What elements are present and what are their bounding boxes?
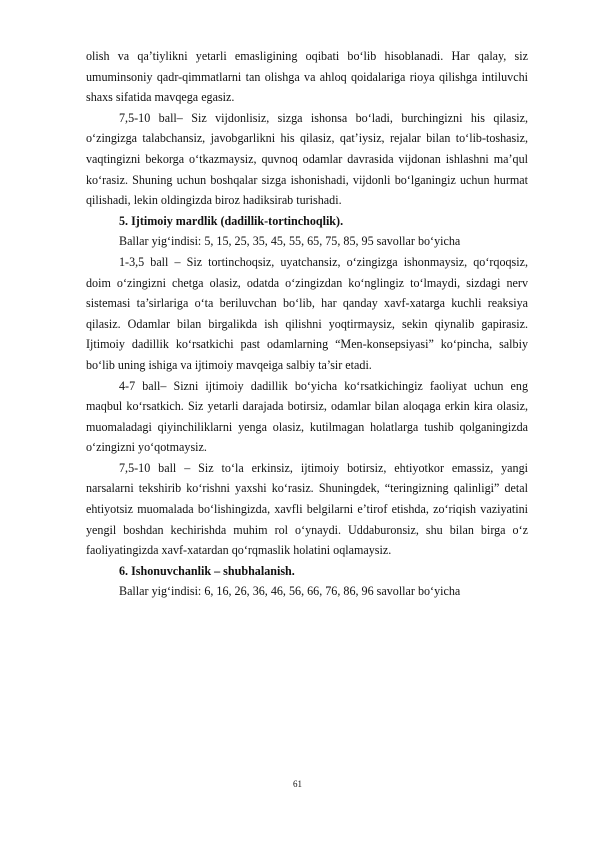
paragraph-score-low: 1-3,5 ball – Siz tortinchoqsiz, uyatchansiz, o‘zingizga ishonmaysiz, qo‘rqoqsiz, doim o‘zingizni chetga olasiz, odatda o‘zingizdan ko‘nglingiz to‘lmaydi, sizdagi nerv sistemasi ta’sirlariga o‘ta beriluvchan bo‘lib, har qanday xavf-xatarga kuchli reaksiya qilasiz. Odamlar bilan birgalikda ish qilishni yoqtirmaysiz, sekin qiynalib gapirasiz. Ijtimoiy dadillik ko‘rsatkichi past odamlarning “Men-konsepsiyasi” ko‘pincha, salbiy bo‘lib uning ishiga va ijtimoiy mavqeiga salbiy ta’sir etadi. [86, 254, 528, 372]
paragraph-score-mid: 4-7 ball– Sizni ijtimoiy dadillik bo‘yicha ko‘rsatkichingiz faoliyat uchun eng maqbul ko‘rsatkich. Siz yetarli darajada botirsiz, odamlar bilan aloqaga erkin kira olasiz, muomaladagi qiyinchiliklarni yenga olasiz, kutilmagan holatlarga tushib qolganingizda o‘zingizni yo‘qotmaysiz. [86, 378, 528, 455]
paragraph-intro: olish va qa’tiylikni yetarli emasligining oqibati bo‘lib hisoblanadi. Har qalay, siz umuminsoniy qadr-qimmatlarni tan olishga va ahloq qoidalariga rioya qilishga intiluvchi shaxs sifatida mavqega egasiz. [86, 49, 528, 105]
section-heading-social-courage: 5. Ijtimoiy mardlik (dadillik-tortinchoqlik). [119, 213, 344, 228]
paragraph-score-top: 7,5-10 ball – Siz to‘la erkinsiz, ijtimoiy botirsiz, ehtiyotkor emassiz, yangi narsalarni tekshirib ko‘rishni yaxshi ko‘rasiz. Shuningdek, “teringizning qalinligi” detal ehtiyotsiz muomalada bo‘lishingizda, xavfli belgilarni e’tirof etishda, zo‘riqish vaziyatini yengil boshdan kechirishda muhim rol o‘ynaydi. Uddaburonsiz, shu bilan birga o‘z faoliyatingizda xavf-xatardan qo‘rqmaslik holatini oqlamaysiz. [86, 460, 528, 558]
paragraph-score-questions: Ballar yig‘indisi: 5, 15, 25, 35, 45, 55, 65, 75, 85, 95 savollar bo‘yicha [119, 234, 461, 249]
document-page [86, 46, 528, 602]
paragraph-score-high: 7,5-10 ball– Siz vijdonlisiz, sizga ishonsa bo‘ladi, burchingizni his qilasiz, o‘zingizga talabchansiz, javobgarlikni his qilasiz, qat’iysiz, rejalar bilan to‘lib-toshasiz, vaqtingizni bekorga o‘tkazmaysiz, quvnoq odamlar davrasida vijdonan ishlashni ma’qul ko‘rasiz. Shuning uchun boshqalar sizga ishonishadi, vijdonli bo‘lganingiz uchun hurmat qilishadi, lekin oldingizda biroz hadiksirab turishadi. [86, 110, 528, 208]
section-heading-trust: 6. Ishonuvchanlik – shubhalanish. [119, 563, 295, 578]
paragraph-score-questions-trust: Ballar yig‘indisi: 6, 16, 26, 36, 46, 56, 66, 76, 86, 96 savollar bo‘yicha [119, 584, 461, 599]
page-number: 61 [293, 779, 302, 789]
